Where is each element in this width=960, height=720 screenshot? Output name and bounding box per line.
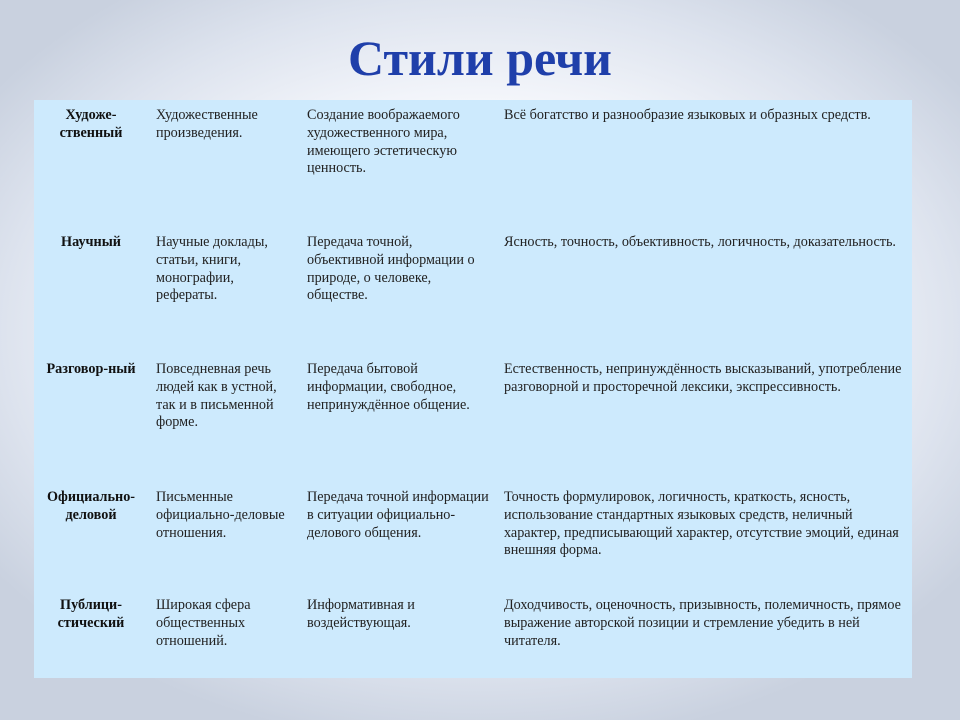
sphere-cell: Широкая сфера общественных отношений.	[156, 597, 251, 649]
speech-styles-table	[34, 100, 912, 678]
purpose-cell: Передача бытовой информации, свободное, непринуждённое общение.	[307, 361, 470, 413]
table-row	[34, 227, 912, 354]
style-name-cell: Научный	[61, 234, 121, 250]
purpose-cell: Передача точной, объективной информации о природе, о человеке, обществе.	[307, 234, 475, 304]
table-row	[34, 100, 912, 227]
style-name-cell: Официально-деловой	[46, 489, 136, 523]
purpose-cell: Информативная и воздействующая.	[307, 597, 415, 631]
slide-title: Стили речи	[348, 30, 612, 86]
sphere-cell: Научные доклады, статьи, книги, монографии, рефераты.	[156, 234, 268, 304]
features-cell: Ясность, точность, объективность, логичность, доказательность.	[504, 234, 896, 250]
purpose-cell: Передача точной информации в ситуации официально-делового общения.	[307, 489, 489, 541]
style-name-cell: Художе-ственный	[59, 107, 123, 141]
sphere-cell: Письменные официально-деловые отношения.	[156, 489, 285, 541]
features-cell: Точность формулировок, логичность, краткость, ясность, использование стандартных языковых средств, неличный характер, предписывающий характер, отсутствие эмоций, единая внешняя форма.	[504, 489, 899, 559]
table-row	[34, 482, 912, 590]
sphere-cell: Повседневная речь людей как в устной, так и в письменной форме.	[156, 361, 277, 431]
features-cell: Всё богатство и разнообразие языковых и образных средств.	[504, 107, 871, 123]
table-row	[34, 590, 912, 678]
features-cell: Естественность, непринуждённость высказываний, употребление разговорной и просторечной лексики, экспрессивность.	[504, 361, 902, 395]
style-name-cell: Разговор-ный	[46, 361, 136, 377]
features-cell: Доходчивость, оценочность, призывность, полемичность, прямое выражение авторской позиции и стремление убедить в ней читателя.	[504, 597, 901, 649]
sphere-cell: Художественные произведения.	[156, 107, 258, 141]
purpose-cell: Создание воображаемого художественного мира, имеющего эстетическую ценность.	[307, 107, 460, 177]
table-row	[34, 354, 912, 482]
style-name-cell: Публици-стический	[57, 597, 125, 631]
styles-table-grid	[34, 100, 912, 678]
